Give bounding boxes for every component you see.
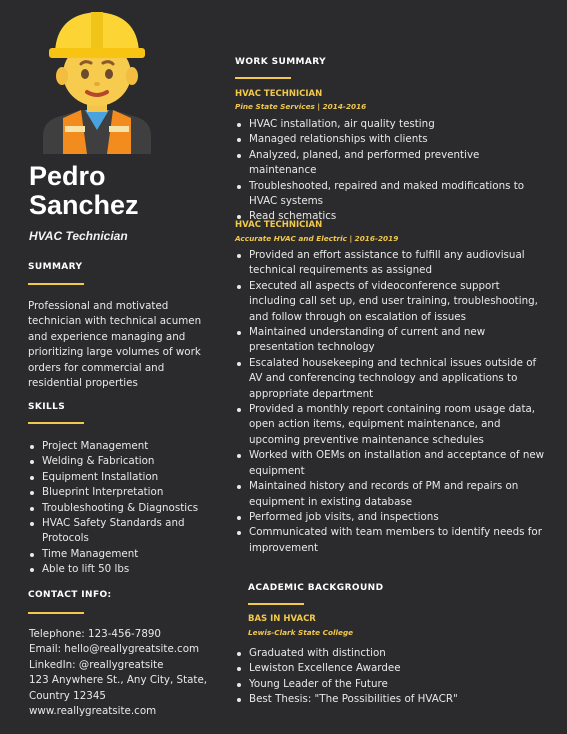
contact-phone: Telephone: 123-456-7890 [29,628,161,640]
contact-underline [28,612,84,614]
skills-list [27,439,212,578]
job-1-subtitle: Pine State Services | 2014-2016 [235,102,367,111]
contact-info [29,627,209,719]
duty-item: Provided an effort assistance to fulfill any audiovisual technical requirements as assigned [234,248,549,279]
summary-heading: SUMMARY [28,262,83,272]
duty-item: Provided a monthly report containing room usage data, open action items, equipment maintenance, and upcoming preventive maintenance schedules [234,402,549,448]
academic-achievements [234,646,549,708]
work-summary-heading: WORK SUMMARY [235,57,327,67]
skill-item: Time Management [27,547,212,562]
job-2-title: HVAC TECHNICIAN [235,220,323,230]
academic-underline [248,603,304,605]
duty-item: Maintained understanding of current and new presentation technology [234,325,549,356]
achievement-item: Graduated with distinction [234,646,549,661]
skill-item: Troubleshooting & Diagnostics [27,501,212,516]
duty-item: Managed relationships with clients [234,132,549,147]
achievement-item: Best Thesis: "The Possibilities of HVACR" [234,692,549,707]
skill-item: Able to lift 50 lbs [27,562,212,577]
duty-item: Analyzed, planed, and performed preventive maintenance [234,148,549,179]
duty-item: HVAC installation, air quality testing [234,117,549,132]
skills-underline [28,422,84,424]
academic-heading: ACADEMIC BACKGROUND [248,583,384,593]
contact-address: 123 Anywhere St., Any City, State, Country 12345 [29,674,208,702]
degree-title: BAS IN HVACR [248,614,316,624]
job-1-duties [234,117,549,225]
first-name: Pedro [29,161,106,191]
degree-school: Lewis-Clark State College [248,628,354,637]
duty-item: Communicated with team members to identify needs for improvement [234,525,549,556]
skill-item: Equipment Installation [27,470,212,485]
achievement-item: Young Leader of the Future [234,677,549,692]
summary-text: Professional and motivated technician with technical acumen and experience managing and prioritizing large volumes of work orders for commercial and residential properties [28,300,202,390]
skill-item: Blueprint Interpretation [27,485,212,500]
job-2-subtitle: Accurate HVAC and Electric | 2016-2019 [235,234,399,243]
duty-item: Executed all aspects of videoconference support including call set up, end user training, troubleshooting, and follow through on escalation of issues [234,279,549,325]
skill-item: Welding & Fabrication [27,454,212,469]
achievement-item: Lewiston Excellence Awardee [234,661,549,676]
duty-item: Maintained history and records of PM and repairs on equipment in existing database [234,479,549,510]
last-name: Sanchez [29,190,139,220]
duty-item: Worked with OEMs on installation and acceptance of new equipment [234,448,549,479]
duty-item: Performed job visits, and inspections [234,510,549,525]
construction-worker-avatar [41,8,153,154]
contact-website: www.reallygreatsite.com [29,705,157,718]
skills-heading: SKILLS [28,402,66,412]
contact-linkedin: LinkedIn: @reallygreatsite [29,658,164,671]
job-1-title: HVAC TECHNICIAN [235,89,323,99]
job-title: HVAC Technician [29,229,128,243]
duty-item: Read schematics [234,209,549,224]
duty-item: Escalated housekeeping and technical issues outside of AV and conferencing technology and applications to appropriate department [234,356,549,402]
skill-item: Project Management [27,439,212,454]
summary-underline [28,283,84,285]
job-2-duties [234,248,549,556]
work-summary-underline [235,77,291,79]
contact-heading: CONTACT INFO: [28,590,112,600]
skill-item: HVAC Safety Standards and Protocols [27,516,212,547]
contact-email: Email: hello@reallygreatsite.com [29,643,200,656]
person-name [29,162,139,220]
duty-item: Troubleshooted, repaired and maked modifications to HVAC systems [234,179,549,210]
